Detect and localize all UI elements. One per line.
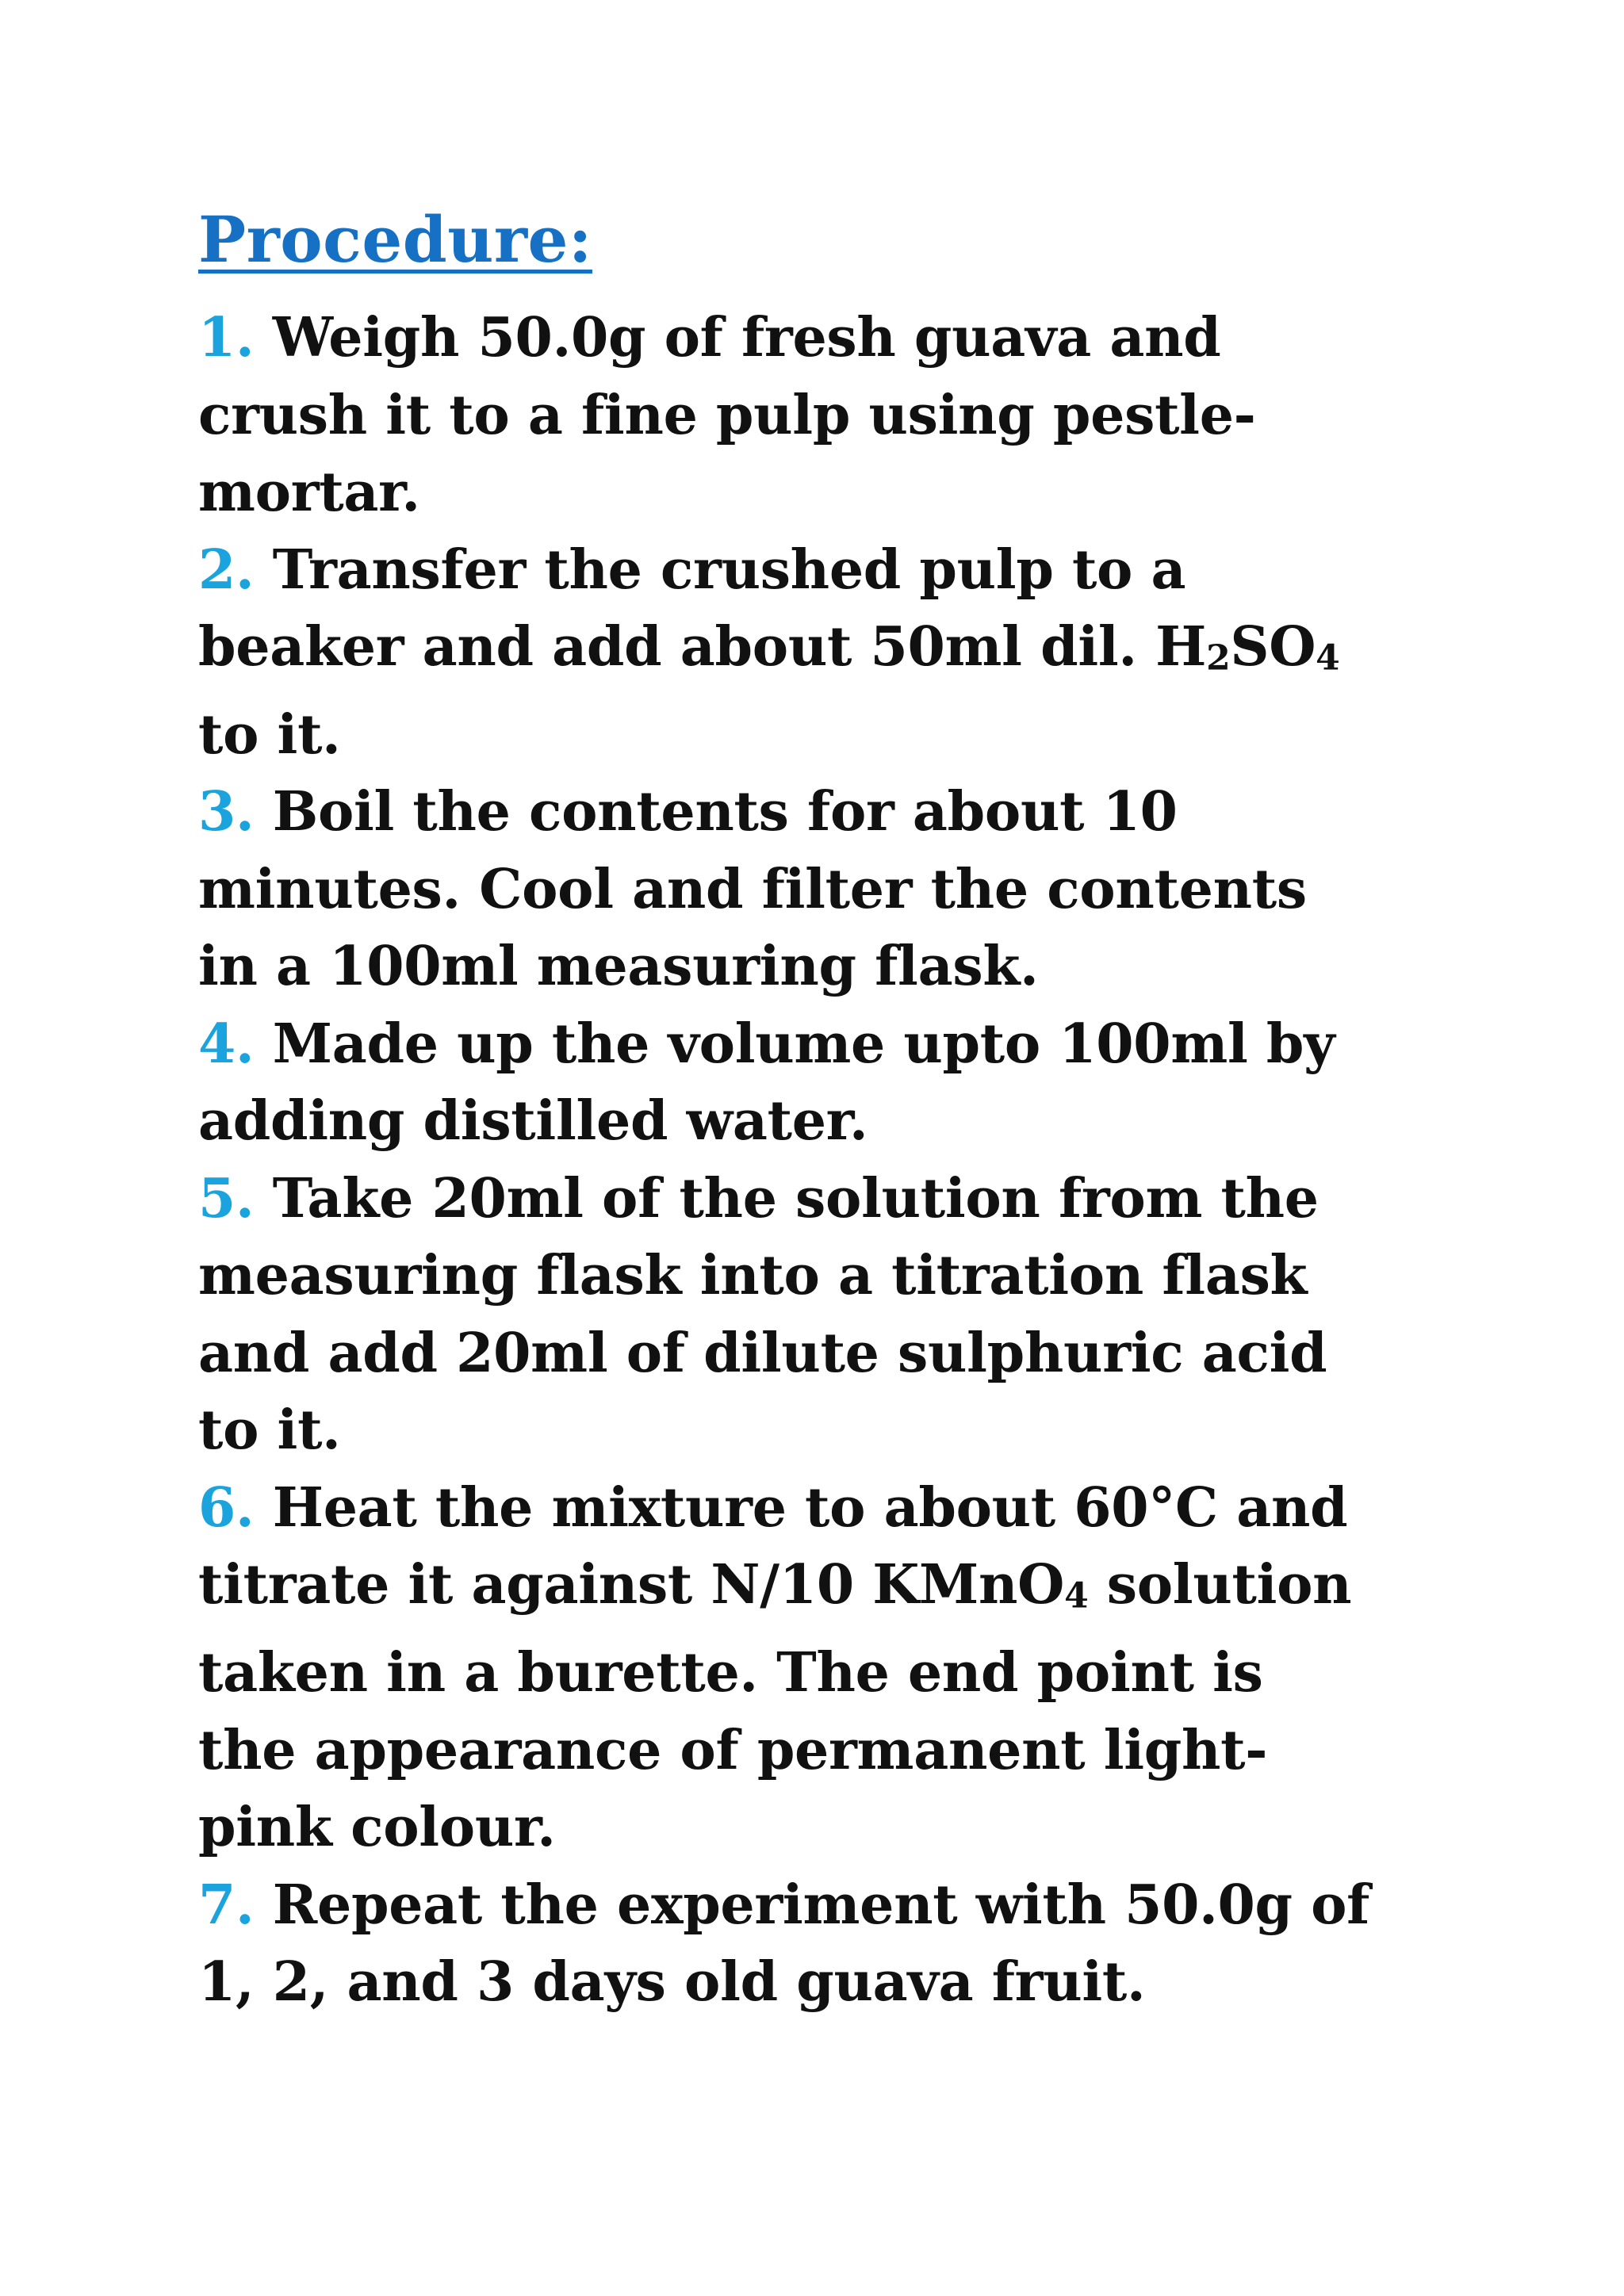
step-text-after: to it. [198,702,341,767]
formula-so: SO [1230,615,1316,679]
step-number: 2. [198,538,255,602]
formula-subscript: 2 [1206,637,1231,679]
step-number: 3. [198,780,255,844]
step-text: Take 20ml of the solution from the measuring flask into a titration flask and add 20ml of dilute sulphuric acid to it. [198,1166,1327,1463]
formula-subscript: 4 [1316,637,1340,679]
step-number: 6. [198,1475,255,1540]
step-5 [198,1161,1499,1470]
step-text: Boil the contents for about 10 minutes. Cool and filter the contents in a 100ml measuring flask. [198,780,1307,999]
step-7 [198,1867,1499,2022]
step-1 [198,300,1499,532]
formula-subscript: 4 [1064,1575,1089,1617]
step-text: Transfer the crushed pulp to a beaker and add about 50ml dil. [198,538,1186,679]
step-number: 4. [198,1012,255,1076]
step-text: Made up the volume upto 100ml by adding distilled water. [198,1012,1335,1154]
step-number: 5. [198,1166,255,1230]
step-text: Weigh 50.0g of fresh guava and crush it to a fine pulp using pestle- mortar. [198,306,1256,524]
step-6 [198,1470,1499,1867]
step-number: 1. [198,306,255,369]
step-4 [198,1006,1499,1161]
step-3 [198,774,1499,1006]
formula-h: H [1155,615,1207,679]
document-page [198,190,1499,2022]
step-text: Repeat the experiment with 50.0g of 1, 2, and 3 days old guava fruit. [198,1873,1370,2015]
step-text-after: solution taken in a burette. The end point is the appearance of permanent light- pink colour. [198,1553,1352,1860]
step-number: 7. [198,1873,255,1937]
step-text: Heat the mixture to about 60°C and titrate it against N/10 KMnO [198,1475,1348,1617]
step-2 [198,532,1499,775]
procedure-heading: Procedure: [198,202,592,277]
procedure-steps-list [198,300,1499,2022]
